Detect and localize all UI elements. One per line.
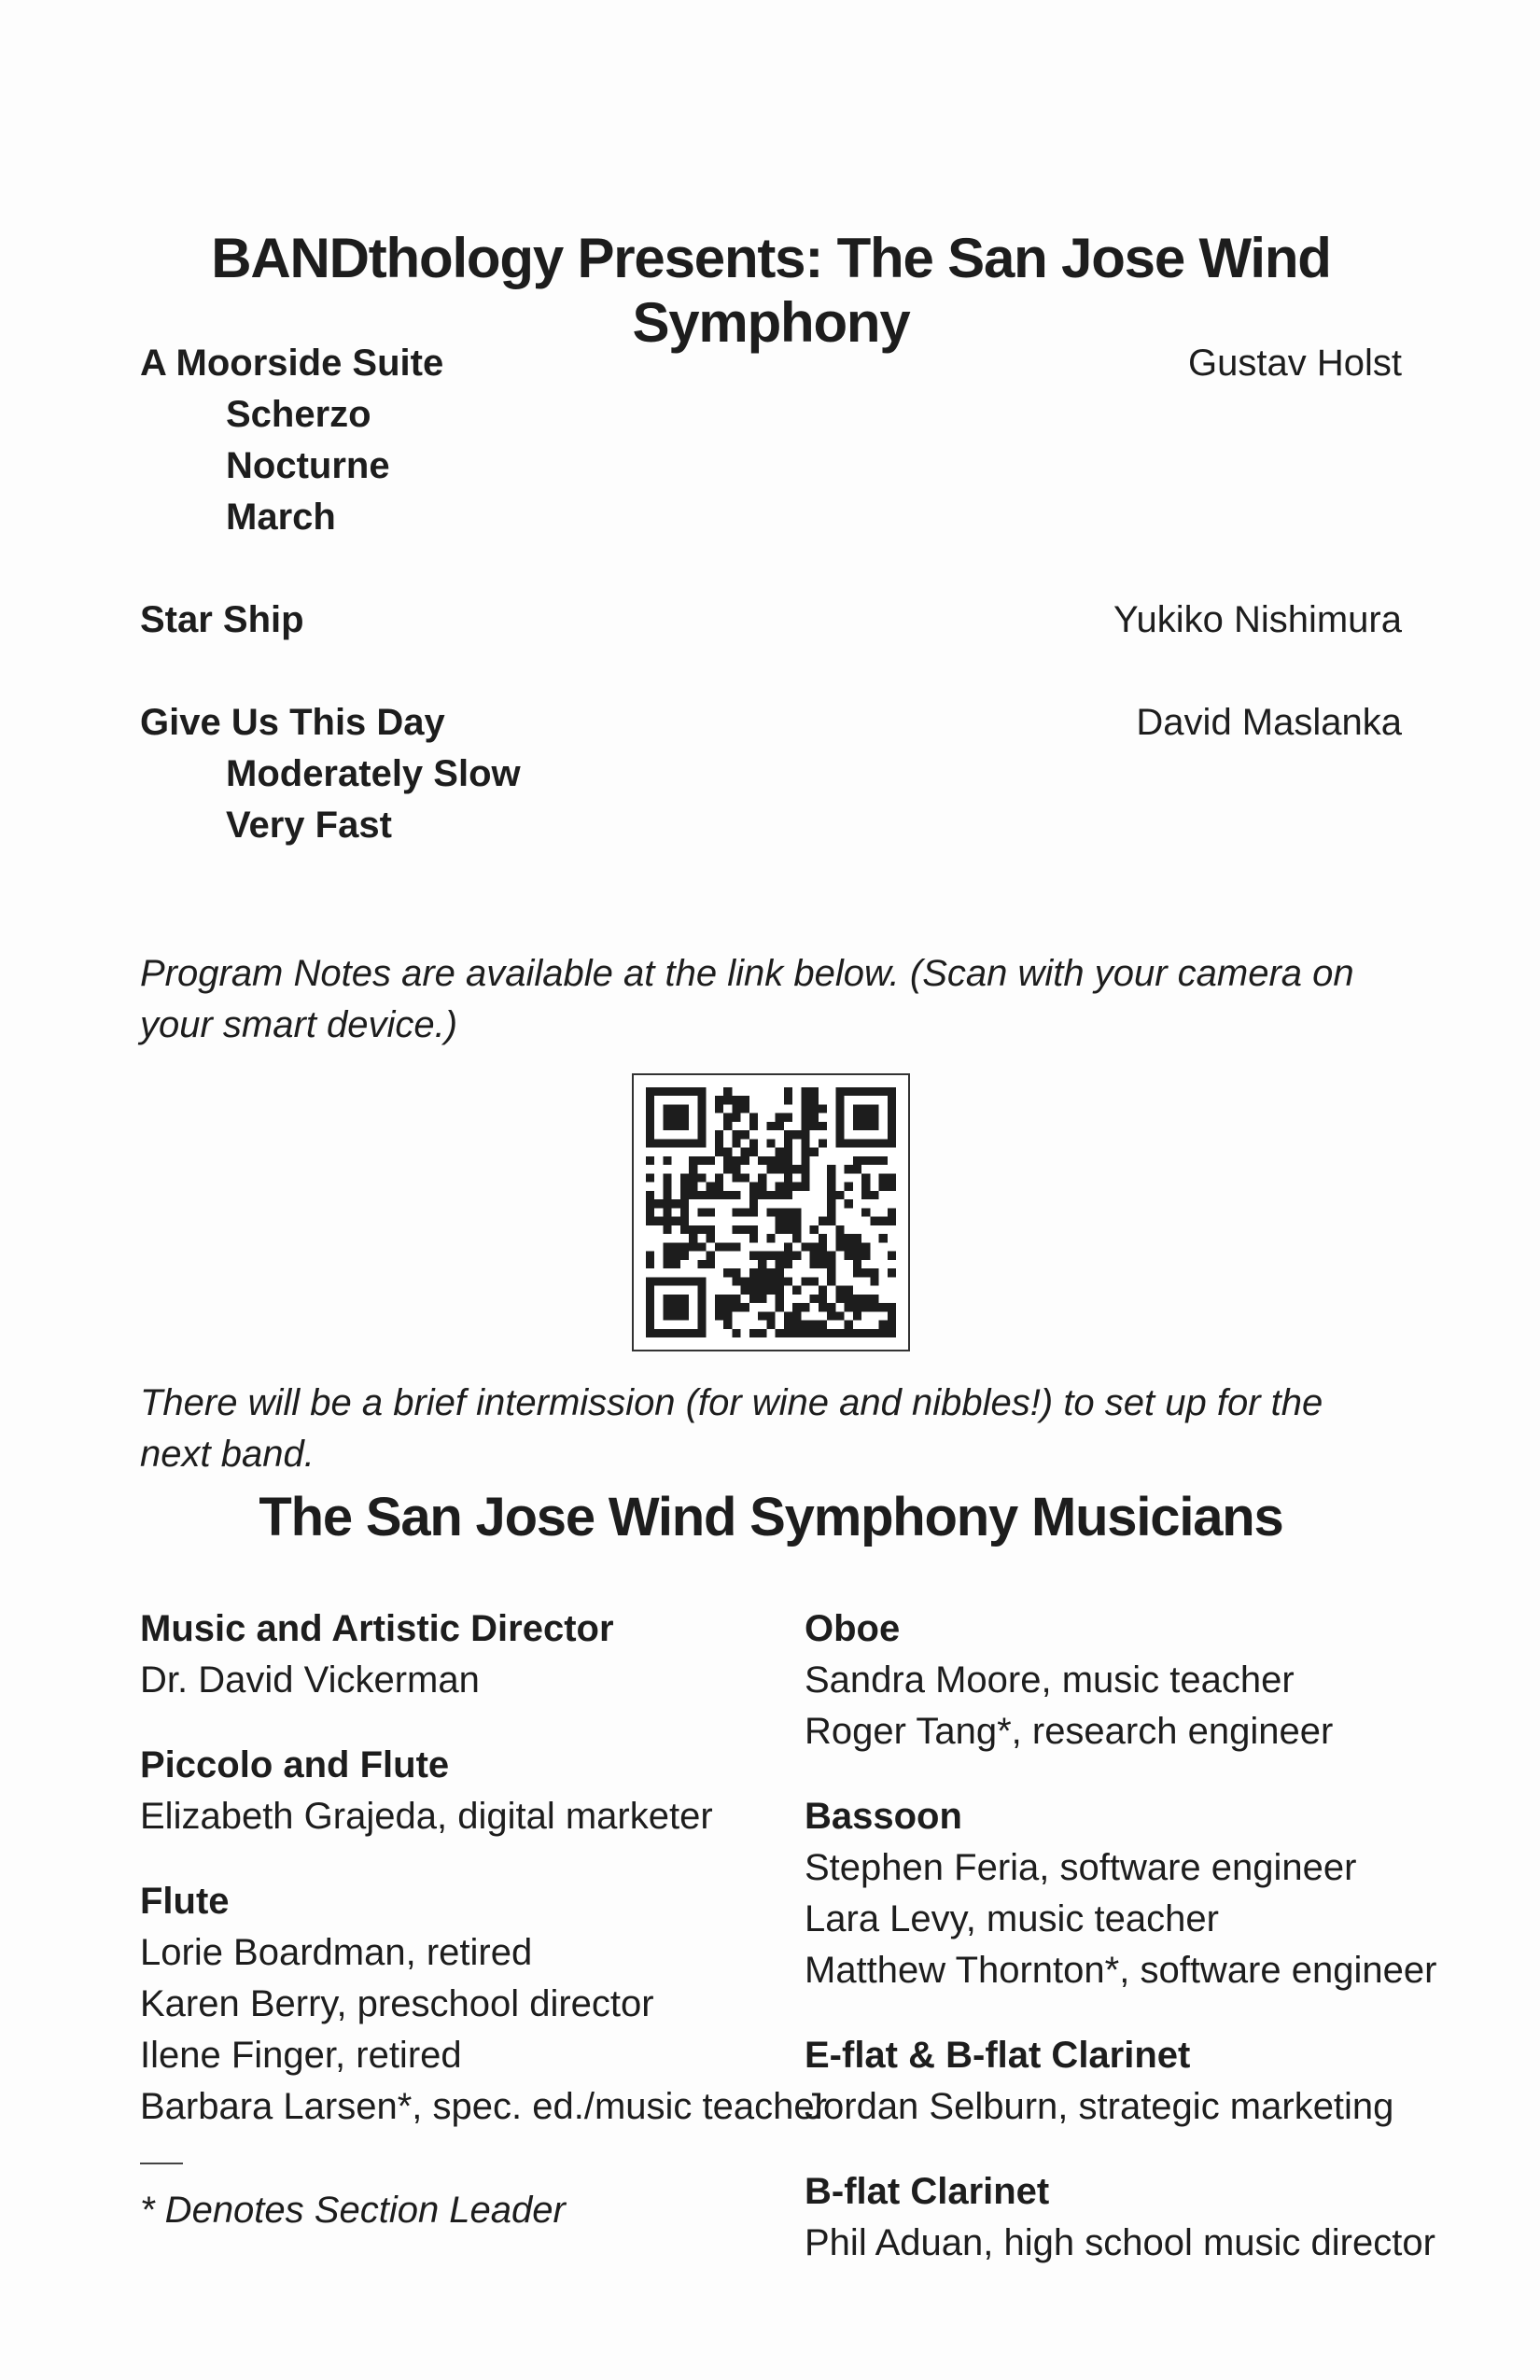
member-name: Lara Levy, music teacher bbox=[805, 1898, 1219, 1939]
program-piece-1 bbox=[140, 338, 1402, 543]
section-heading: Music and Artistic Director bbox=[140, 1608, 614, 1649]
member-name: Elizabeth Grajeda, digital marketer bbox=[140, 1796, 713, 1837]
piece-composer: Yukiko Nishimura bbox=[1113, 599, 1402, 640]
member-name: Matthew Thornton*, software engineer bbox=[805, 1950, 1437, 1991]
section-heading: Flute bbox=[140, 1881, 230, 1922]
section-heading: Oboe bbox=[805, 1608, 901, 1649]
piece-movement: Very Fast bbox=[226, 805, 392, 846]
section-flute bbox=[140, 1876, 827, 2133]
piece-composer: David Maslanka bbox=[1136, 702, 1402, 743]
section-director bbox=[140, 1603, 737, 1706]
piece-title: Give Us This Day bbox=[140, 702, 445, 743]
section-bflat-clarinet bbox=[805, 2166, 1435, 2269]
member-name: Stephen Feria, software engineer bbox=[805, 1847, 1357, 1888]
piece-movement: March bbox=[226, 497, 336, 538]
section-oboe bbox=[805, 1603, 1402, 1757]
member-name: Ilene Finger, retired bbox=[140, 2035, 462, 2076]
piece-title: A Moorside Suite bbox=[140, 343, 444, 384]
intermission-text: There will be a brief intermission (for wine and nibbles!) to set up for the next band. bbox=[140, 1382, 1323, 1475]
section-eflat-bflat-clarinet bbox=[805, 2030, 1402, 2133]
member-name: Barbara Larsen*, spec. ed./music teacher bbox=[140, 2086, 827, 2127]
musicians-left-column bbox=[140, 1603, 827, 2236]
section-heading: Piccolo and Flute bbox=[140, 1744, 450, 1785]
section-piccolo-flute bbox=[140, 1740, 737, 1842]
page-title: BANDthology Presents: The San Jose Wind Symphony bbox=[211, 227, 1331, 354]
piece-movement: Nocturne bbox=[226, 445, 390, 486]
member-name: Jordan Selburn, strategic marketing bbox=[805, 2086, 1394, 2127]
piece-movement: Scherzo bbox=[226, 394, 371, 435]
qr-code-icon bbox=[646, 1087, 896, 1337]
program-piece-2 bbox=[140, 595, 1402, 646]
member-name: Phil Aduan, high school music director bbox=[805, 2222, 1435, 2263]
musicians-title: The San Jose Wind Symphony Musicians bbox=[259, 1487, 1283, 1547]
program-piece-3 bbox=[140, 697, 1402, 851]
member-name: Dr. David Vickerman bbox=[140, 1659, 480, 1701]
section-bassoon bbox=[805, 1791, 1437, 1996]
piece-composer: Gustav Holst bbox=[1188, 343, 1402, 384]
member-name: Sandra Moore, music teacher bbox=[805, 1659, 1295, 1701]
member-name: Lorie Boardman, retired bbox=[140, 1932, 533, 1973]
qr-code[interactable] bbox=[632, 1073, 910, 1351]
member-name: Karen Berry, preschool director bbox=[140, 1983, 654, 2024]
program-list bbox=[140, 338, 1402, 851]
section-heading: Bassoon bbox=[805, 1796, 962, 1837]
piece-title: Star Ship bbox=[140, 599, 304, 640]
musicians-right-column bbox=[805, 1603, 1437, 2269]
footnote-divider bbox=[140, 2163, 183, 2164]
program-notes-text: Program Notes are available at the link below. (Scan with your camera on your smart device.) bbox=[140, 953, 1354, 1045]
section-heading: E-flat & B-flat Clarinet bbox=[805, 2035, 1191, 2076]
piece-movement: Moderately Slow bbox=[226, 753, 521, 794]
member-name: Roger Tang*, research engineer bbox=[805, 1711, 1334, 1752]
section-heading: B-flat Clarinet bbox=[805, 2171, 1050, 2212]
program-page bbox=[140, 0, 1437, 2380]
section-leader-legend: * Denotes Section Leader bbox=[140, 2190, 566, 2231]
